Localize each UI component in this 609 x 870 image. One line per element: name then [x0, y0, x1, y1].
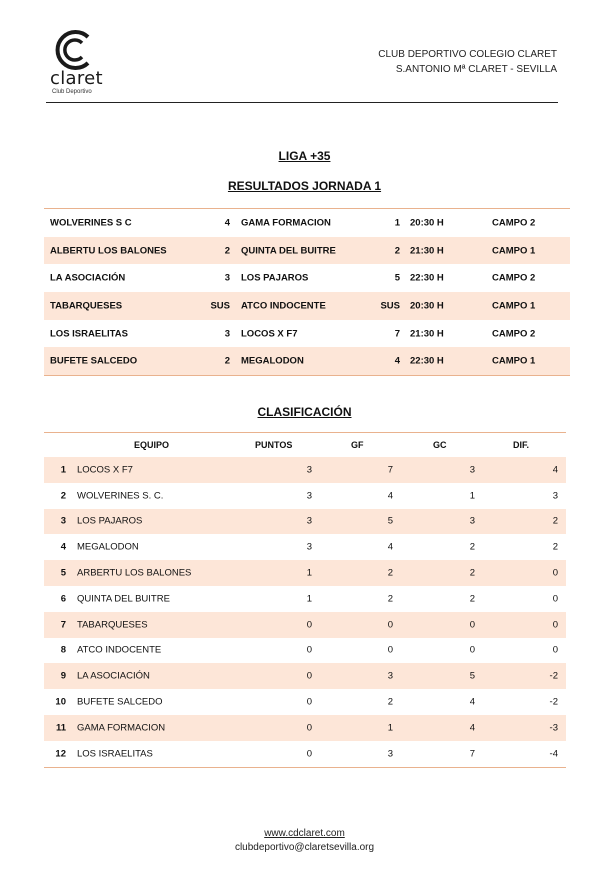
goal-difference: 2 — [552, 541, 558, 553]
result-row — [44, 320, 570, 348]
standings-table — [44, 432, 566, 768]
standings-row — [44, 483, 566, 509]
match-field: CAMPO 2 — [492, 328, 536, 340]
goals-for: 3 — [387, 748, 393, 760]
team-points: 0 — [306, 644, 312, 656]
away-score: 2 — [394, 245, 400, 257]
home-score: 3 — [224, 272, 230, 284]
match-time: 21:30 H — [410, 328, 444, 340]
claret-logo-icon — [52, 28, 96, 72]
team-position: 11 — [55, 722, 66, 734]
home-team: LA ASOCIACIÓN — [50, 272, 126, 284]
team-name: BUFETE SALCEDO — [77, 696, 163, 708]
header-team: EQUIPO — [134, 440, 170, 450]
goals-for: 2 — [387, 593, 393, 605]
result-row — [44, 237, 570, 265]
result-row — [44, 264, 570, 292]
away-score: 5 — [394, 272, 400, 284]
team-name: LOCOS X F7 — [77, 464, 133, 476]
away-team: GAMA FORMACION — [241, 217, 331, 229]
team-position: 10 — [55, 696, 66, 708]
goal-difference: -2 — [549, 670, 558, 682]
goals-for: 3 — [387, 670, 393, 682]
standings-row — [44, 586, 566, 612]
goals-for: 4 — [387, 490, 393, 502]
team-points: 1 — [306, 567, 312, 579]
goal-difference: 4 — [552, 464, 558, 476]
match-field: CAMPO 1 — [492, 355, 536, 367]
goal-difference: -3 — [549, 722, 558, 734]
team-position: 12 — [55, 748, 66, 760]
home-score: SUS — [210, 300, 230, 312]
away-team: ATCO INDOCENTE — [241, 300, 326, 312]
standings-row — [44, 741, 566, 767]
home-score: 2 — [224, 245, 230, 257]
goals-against: 2 — [469, 541, 475, 553]
team-points: 0 — [306, 748, 312, 760]
match-time: 20:30 H — [410, 300, 444, 312]
standings-row — [44, 509, 566, 535]
team-points: 3 — [306, 464, 312, 476]
results-title: RESULTADOS JORNADA 1 — [227, 179, 382, 193]
goals-against: 2 — [469, 567, 475, 579]
goals-against: 5 — [469, 670, 475, 682]
team-name: LOS PAJAROS — [77, 515, 143, 527]
team-position: 1 — [60, 464, 66, 476]
away-team: QUINTA DEL BUITRE — [241, 245, 336, 257]
club-logo — [46, 28, 116, 98]
standings-row — [44, 663, 566, 689]
standings-row — [44, 560, 566, 586]
team-name: ARBERTU LOS BALONES — [77, 567, 192, 579]
goals-for: 1 — [387, 722, 393, 734]
result-row — [44, 292, 570, 320]
match-time: 20:30 H — [410, 217, 444, 229]
team-position: 2 — [60, 490, 66, 502]
goal-difference: -2 — [549, 696, 558, 708]
team-position: 5 — [60, 567, 66, 579]
goals-against: 0 — [469, 619, 475, 631]
standings-row — [44, 612, 566, 638]
match-field: CAMPO 1 — [492, 245, 536, 257]
logo-wordmark: claret — [50, 68, 103, 89]
match-time: 21:30 H — [410, 245, 444, 257]
team-position: 6 — [60, 593, 66, 605]
team-name: LOS ISRAELITAS — [77, 748, 153, 760]
team-points: 0 — [306, 619, 312, 631]
match-field: CAMPO 2 — [492, 272, 536, 284]
away-score: 1 — [394, 217, 400, 229]
org-address: S.ANTONIO Mª CLARET - SEVILLA — [395, 64, 557, 75]
away-score: 7 — [394, 328, 400, 340]
team-points: 3 — [306, 541, 312, 553]
home-team: ALBERTU LOS BALONES — [50, 245, 167, 257]
away-score: 4 — [394, 355, 400, 367]
goals-for: 0 — [387, 619, 393, 631]
team-points: 0 — [306, 696, 312, 708]
footer — [0, 827, 609, 855]
away-team: LOCOS X F7 — [241, 328, 298, 340]
goals-for: 5 — [387, 515, 393, 527]
team-position: 4 — [60, 541, 66, 553]
home-score: 3 — [224, 328, 230, 340]
league-title: LIGA +35 — [278, 149, 331, 163]
goals-for: 2 — [387, 567, 393, 579]
away-team: LOS PAJAROS — [241, 272, 309, 284]
team-name: ATCO INDOCENTE — [77, 644, 162, 656]
goals-against: 3 — [469, 464, 475, 476]
goals-for: 0 — [387, 644, 393, 656]
team-position: 9 — [60, 670, 66, 682]
header-dif: DIF. — [513, 440, 530, 450]
result-row — [44, 209, 570, 237]
goal-difference: 0 — [552, 567, 558, 579]
home-team: BUFETE SALCEDO — [50, 355, 138, 367]
home-score: 2 — [224, 355, 230, 367]
logo-subtitle: Club Deportivo — [52, 89, 92, 95]
team-points: 3 — [306, 490, 312, 502]
header-gf: GF — [351, 440, 364, 450]
match-field: CAMPO 1 — [492, 300, 536, 312]
standings-row — [44, 715, 566, 741]
goal-difference: 0 — [552, 619, 558, 631]
results-table — [44, 208, 570, 376]
team-position: 3 — [60, 515, 66, 527]
team-name: MEGALODON — [77, 541, 139, 553]
away-team: MEGALODON — [241, 355, 304, 367]
standings-header-row — [44, 433, 566, 457]
standings-row — [44, 638, 566, 664]
standings-title: CLASIFICACIÓN — [257, 405, 352, 419]
organization-header — [378, 47, 557, 77]
org-name: CLUB DEPORTIVO COLEGIO CLARET — [378, 49, 557, 60]
goals-against: 4 — [469, 696, 475, 708]
team-points: 0 — [306, 670, 312, 682]
result-row — [44, 347, 570, 375]
goal-difference: 0 — [552, 593, 558, 605]
goal-difference: 2 — [552, 515, 558, 527]
match-time: 22:30 H — [410, 272, 444, 284]
away-score: SUS — [380, 300, 400, 312]
home-team: LOS ISRAELITAS — [50, 328, 128, 340]
home-score: 4 — [224, 217, 230, 229]
team-points: 0 — [306, 722, 312, 734]
header-gc: GC — [433, 440, 447, 450]
goals-against: 0 — [469, 644, 475, 656]
standings-row — [44, 689, 566, 715]
team-name: LA ASOCIACIÓN — [77, 670, 150, 682]
goals-against: 4 — [469, 722, 475, 734]
goal-difference: -4 — [549, 748, 558, 760]
header-points: PUNTOS — [255, 440, 293, 450]
website-link[interactable]: www.cdclaret.com — [264, 828, 345, 839]
goals-for: 7 — [387, 464, 393, 476]
team-name: GAMA FORMACION — [77, 722, 166, 734]
goal-difference: 0 — [552, 644, 558, 656]
team-name: TABARQUESES — [77, 619, 148, 631]
standings-row — [44, 457, 566, 483]
match-time: 22:30 H — [410, 355, 444, 367]
team-position: 8 — [60, 644, 66, 656]
team-points: 3 — [306, 515, 312, 527]
team-position: 7 — [60, 619, 66, 631]
goals-against: 3 — [469, 515, 475, 527]
goals-for: 2 — [387, 696, 393, 708]
team-name: WOLVERINES S. C. — [77, 490, 164, 502]
home-team: TABARQUESES — [50, 300, 123, 312]
team-name: QUINTA DEL BUITRE — [77, 593, 170, 605]
team-points: 1 — [306, 593, 312, 605]
goal-difference: 3 — [552, 490, 558, 502]
home-team: WOLVERINES S C — [50, 217, 132, 229]
header-divider — [46, 102, 558, 103]
goals-against: 1 — [469, 490, 475, 502]
goals-for: 4 — [387, 541, 393, 553]
standings-row — [44, 534, 566, 560]
goals-against: 2 — [469, 593, 475, 605]
email-text: clubdeportivo@claretsevilla.org — [234, 842, 375, 853]
goals-against: 7 — [469, 748, 475, 760]
match-field: CAMPO 2 — [492, 217, 536, 229]
